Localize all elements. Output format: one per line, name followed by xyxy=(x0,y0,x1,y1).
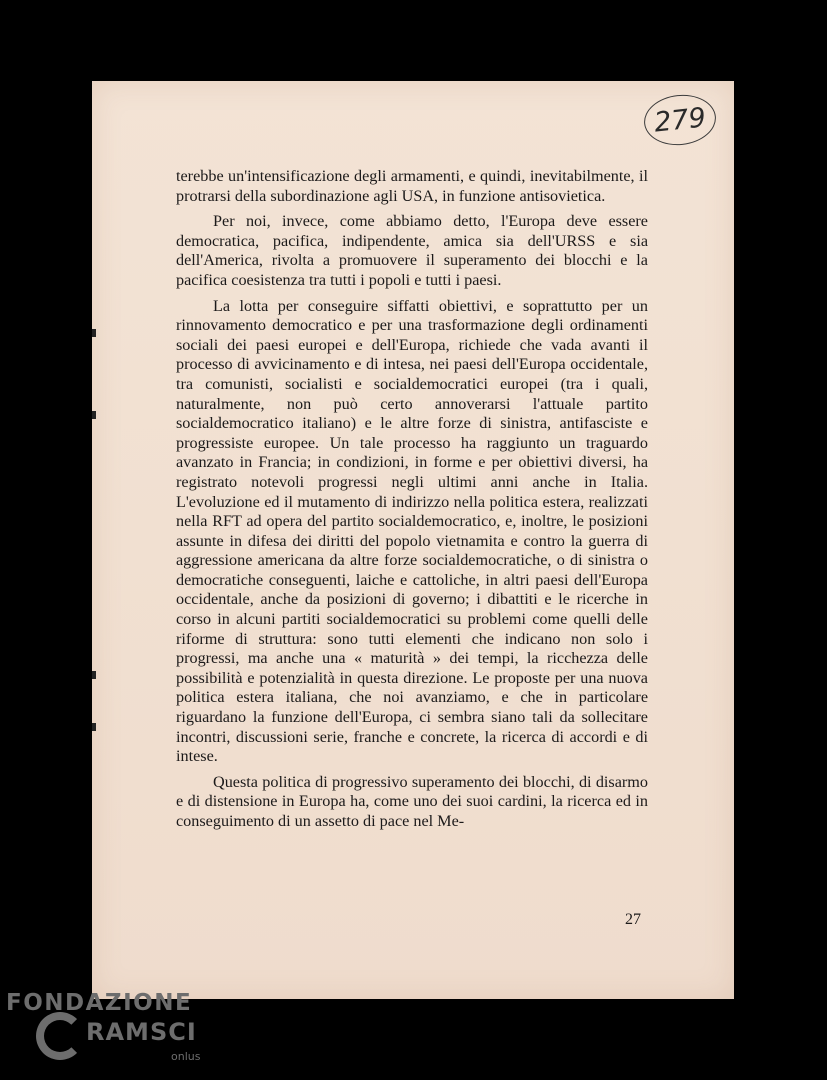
paragraph-4: Questa politica di progressivo superamento dei blocchi, di disarmo e di distensione in Europa ha, come uno dei suoi cardini, la ricerca ed in conseguimento di un assetto di pace nel Me- xyxy=(176,772,648,830)
paragraph-2: Per noi, invece, come abbiamo detto, l'Europa deve essere democratica, pacifica, indipendente, amica sia dell'URSS e sia dell'America, rivolta a promuovere il superamento dei blocchi e la pacifica coesistenza tra tutti i popoli e tutti i paesi. xyxy=(176,212,648,289)
body-text xyxy=(176,167,648,838)
margin-mark xyxy=(92,329,96,337)
logo-line-2: RAMSCI xyxy=(86,1018,197,1046)
paragraph-3: La lotta per conseguire siffatti obiettivi, e soprattutto per un rinnovamento democratico e per una trasformazione degli ordinamenti sociali dei paesi europei e dell'Europa, richiede che vada avanti il processo di avvicinamento e di intesa, nei paesi dell'Europa occidentale, tra comunisti, socialisti e socialdemocratici europei (tra i quali, naturalmente, non può certo annoverarsi l'attuale partito socialdemocratico italiano) e le altre forze di sinistra, antifasciste e progressiste europee. Un tale processo ha raggiunto un traguardo avanzato in Francia; in condizioni, in forme e per obiettivi diversi, ha registrato notevoli progressi negli ultimi anni anche in Italia. L'evoluzione ed il mutamento di indirizzo nella politica estera, realizzati nella RFT ad opera del partito socialdemocratico, e, inoltre, le posizioni assunte in difesa dei diritti del popolo vietnamita e contro la guerra di aggressione americana da altre forze socialdemocratiche, o di sinistra o democratiche conseguenti, laiche e cattoliche, in altri paesi dell'Europa occidentale, anche da posizioni di governo; i dibattiti e le ricerche in corso in alcuni partiti socialdemocratici su problemi come quelli delle riforme di struttura: sono tutti elementi che indicano non solo i progressi, ma anche una « maturità » dei tempi, la ricchezza delle possibilità e potenzialità in questa direzione. Le proposte per una nuova politica estera italiana, che noi avanziamo, e che in particolare riguardano la funzione dell'Europa, ci sembra siano tali da sollecitare incontri, discussioni serie, franche e concrete, la ricerca di accordi e di intese. xyxy=(176,296,648,766)
fondazione-gramsci-logo xyxy=(6,990,206,1074)
page-number: 27 xyxy=(625,911,641,928)
logo-line-1: FONDAZIONE xyxy=(6,990,193,1016)
handwritten-page-annotation: 279 xyxy=(642,91,719,148)
margin-mark xyxy=(92,411,96,419)
paragraph-1: terebbe un'intensificazione degli armamenti, e quindi, inevitabilmente, il protrarsi della subordinazione agli USA, in funzione antisovietica. xyxy=(176,167,648,205)
margin-mark xyxy=(92,671,96,679)
document-page xyxy=(92,81,734,999)
logo-subtitle: onlus xyxy=(171,1050,201,1063)
logo-g-icon xyxy=(36,1012,84,1060)
margin-mark xyxy=(92,723,96,731)
